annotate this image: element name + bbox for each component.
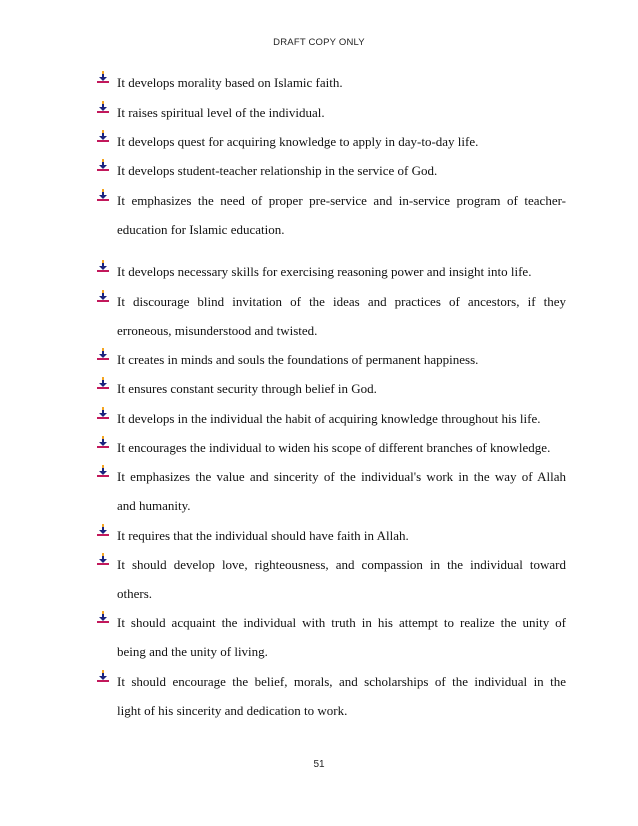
list-item-line: It should develop love, righteousness, and compassion in the individual toward [117,557,566,572]
list-item-line: and humanity. [117,498,191,513]
list-item-line: others. [117,586,153,601]
list-item-line: It should encourage the belief, morals, and scholarships of the individual in the [117,674,566,689]
arrow-down-bullet-icon [96,407,110,419]
arrow-down-bullet-icon [96,189,110,201]
arrow-down-bullet-icon [96,670,110,682]
list-item [96,667,566,725]
list-item [96,521,566,550]
list-item-text [117,257,566,286]
list-item-text [117,345,566,374]
list-item [96,127,566,156]
list-item [96,345,566,374]
list-item [96,257,566,286]
arrow-down-bullet-icon [96,130,110,142]
arrow-down-bullet-icon [96,553,110,565]
list-item-text [117,374,566,403]
list-item-line: being and the unity of living. [117,644,268,659]
list-item [96,186,566,244]
list-item [96,98,566,127]
list-item-line: It develops necessary skills for exercising reasoning power and insight into life. [117,264,532,279]
list-item-text [117,287,566,345]
list-item [96,68,566,97]
list-item-text [117,433,566,462]
list-item-line: It raises spiritual level of the individual. [117,105,325,120]
list-item-text [117,404,566,433]
draft-header: DRAFT COPY ONLY [273,37,365,48]
arrow-down-bullet-icon [96,290,110,302]
page-number: 51 [313,759,325,770]
arrow-down-bullet-icon [96,348,110,360]
list-item-line: It develops student-teacher relationship in the service of God. [117,163,438,178]
list-item-line: It requires that the individual should have faith in Allah. [117,528,409,543]
list-item-text [117,550,566,608]
arrow-down-bullet-icon [96,260,110,272]
arrow-down-bullet-icon [96,71,110,83]
list-item [96,462,566,520]
list-item-text [117,127,566,156]
list-item-text [117,186,566,244]
list-item-line: It should acquaint the individual with truth in his attempt to realize the unity of [117,615,566,630]
list-item [96,374,566,403]
list-item-line: It encourages the individual to widen his scope of different branches of knowledge. [117,440,551,455]
list-item-text [117,521,566,550]
list-item [96,156,566,185]
arrow-down-bullet-icon [96,611,110,623]
list-item-line: light of his sincerity and dedication to work. [117,703,348,718]
list-item-text [117,98,566,127]
list-item-line: It creates in minds and souls the foundations of permanent happiness. [117,352,479,367]
arrow-down-bullet-icon [96,436,110,448]
list-item-text [117,156,566,185]
list-item-line: It develops quest for acquiring knowledge to apply in day-to-day life. [117,134,479,149]
list-item-line: It discourage blind invitation of the ideas and practices of ancestors, if they [117,294,566,309]
arrow-down-bullet-icon [96,465,110,477]
list-item-line: It develops in the individual the habit of acquiring knowledge throughout his life. [117,411,541,426]
list-item-text [117,667,566,725]
list-item [96,287,566,345]
list-item-text [117,608,566,666]
list-item [96,404,566,433]
list-item [96,433,566,462]
list-item-line: education for Islamic education. [117,222,285,237]
list-item-line: It emphasizes the value and sincerity of the individual's work in the way of Allah [117,469,566,484]
list-item-line: erroneous, misunderstood and twisted. [117,323,318,338]
arrow-down-bullet-icon [96,101,110,113]
list-item-text [117,68,566,97]
arrow-down-bullet-icon [96,524,110,536]
list-item-line: It emphasizes the need of proper pre-service and in-service program of teacher- [117,193,566,208]
list-item [96,608,566,666]
list-item-line: It ensures constant security through belief in God. [117,381,377,396]
arrow-down-bullet-icon [96,377,110,389]
arrow-down-bullet-icon [96,159,110,171]
list-item [96,550,566,608]
list-item-line: It develops morality based on Islamic faith. [117,75,343,90]
list-item-text [117,462,566,520]
